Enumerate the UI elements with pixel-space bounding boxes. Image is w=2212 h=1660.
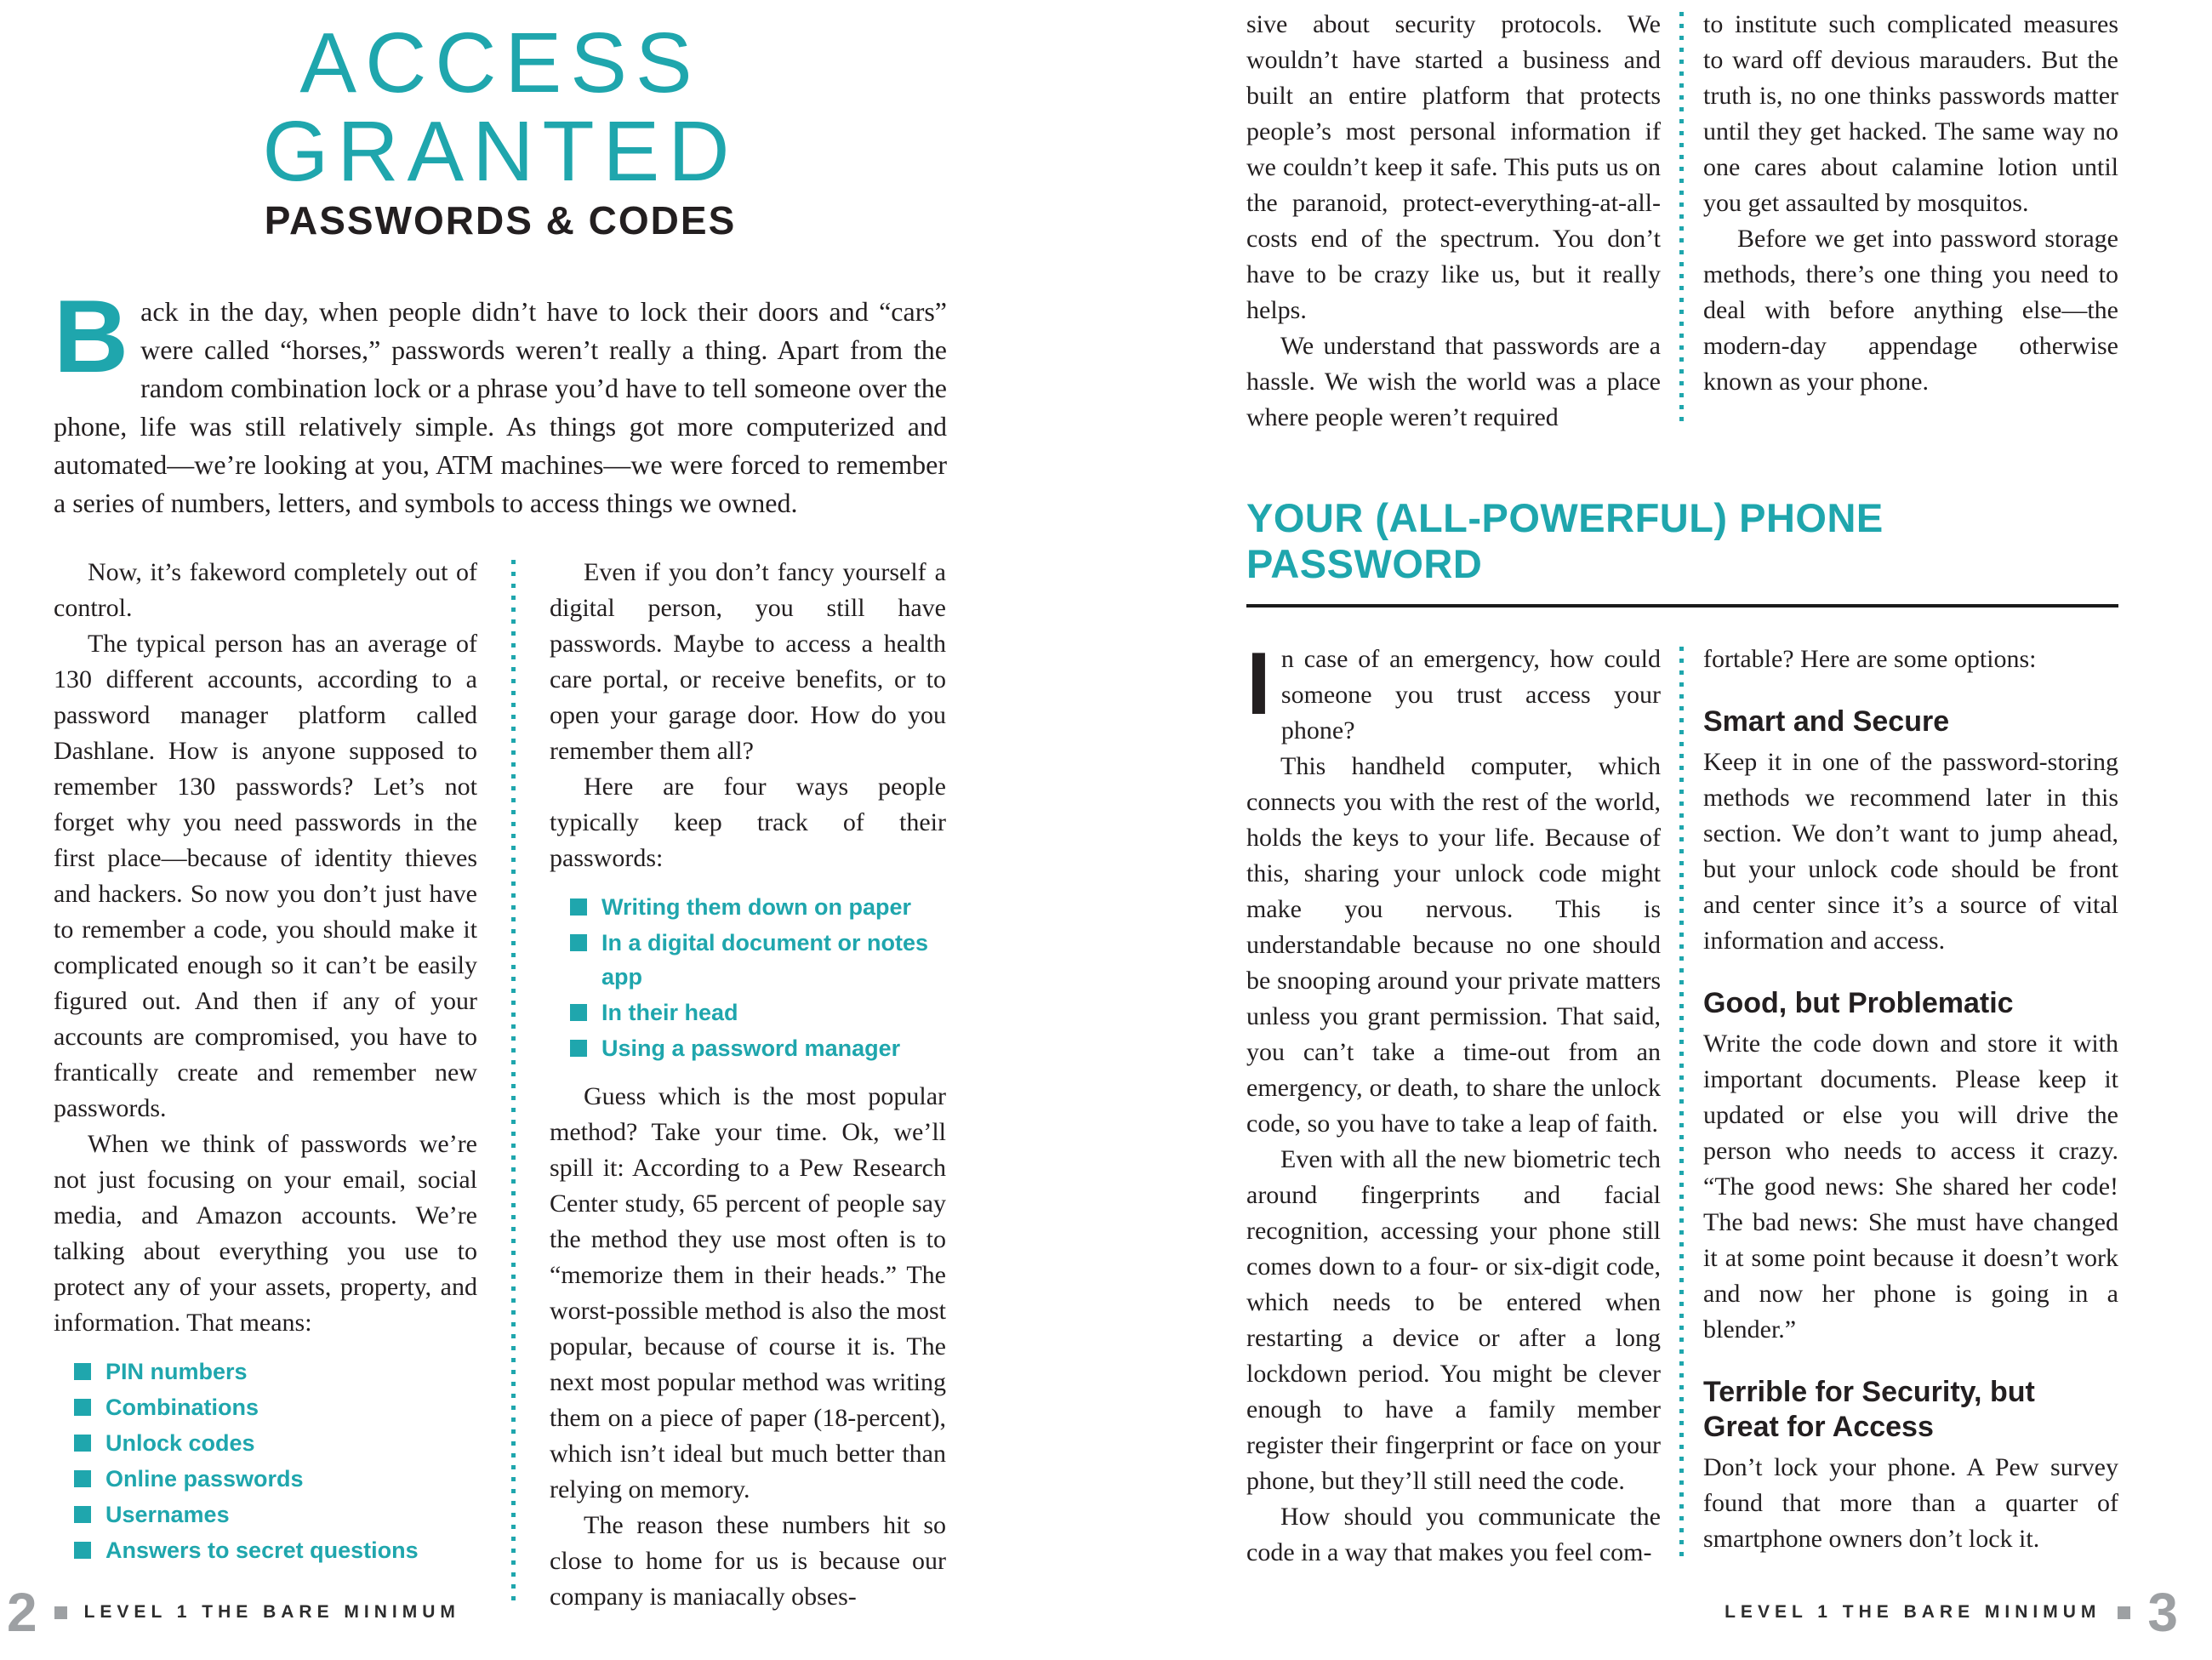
list-item-label: Usernames xyxy=(105,1502,230,1527)
list-item-label: Using a password manager xyxy=(601,1035,901,1061)
paragraph: The reason these numbers hit so close to home for us is because our company is maniacally obses- xyxy=(550,1511,946,1611)
bullet-square-icon xyxy=(74,1363,91,1380)
right-page xyxy=(1246,0,2118,1571)
list-item xyxy=(570,890,946,924)
right-page-top-columns xyxy=(1246,7,2118,436)
bullet-square-icon xyxy=(570,898,587,916)
right-page-bottom-column-2 xyxy=(1703,642,2118,1571)
bullet-square-icon xyxy=(74,1399,91,1416)
right-page-bottom-column-1 xyxy=(1246,635,1661,1571)
paragraph: to institute such complicated measures to ward off devious marauders. But the truth is, no one thinks passwords matter until they get hacked. The same way no one cares about calamine lotion until you get assaulted by mosquitos. xyxy=(1703,10,2118,217)
tracking-methods-list xyxy=(570,890,946,1065)
paragraph: Even with all the new biometric tech around fingerprints and facial recognition, accessing your phone still comes down to a four- or six-digit code, which needs to be entered when restarting a device or after a long lockdown period. You might be clever enough to have a family member register their fingerprint or face on your phone, but they’ll still need the code. xyxy=(1246,1145,1661,1495)
bullet-square-icon xyxy=(74,1506,91,1523)
footer-label: LEVEL 1 THE BARE MINIMUM xyxy=(83,1602,460,1622)
paragraph: Guess which is the most popular method? Take your time. Ok, we’ll spill it: According to a Pew Research Center study, 65 percent of people say the method they use most often is to “memorize them in their heads.” The worst-possible method is also the most popular, because of course it is. The next most popular method was writing them on a piece of paper (18-percent), which isn’t ideal but much better than relying on memory. xyxy=(550,1082,946,1503)
right-page-bottom-columns xyxy=(1246,635,2118,1571)
list-item xyxy=(74,1462,477,1496)
list-item-label: PIN numbers xyxy=(105,1359,248,1384)
list-item xyxy=(74,1390,477,1424)
left-page xyxy=(54,0,947,1615)
paragraph: Here are four ways people typically keep track of their passwords: xyxy=(550,773,946,872)
list-item-label: Unlock codes xyxy=(105,1430,255,1456)
list-item xyxy=(74,1355,477,1389)
section-heading: YOUR (ALL-POWERFUL) PHONE PASSWORD xyxy=(1246,495,1884,586)
intro-text: ack in the day, when people didn’t have to lock their doors and “cars” were called “horses,” passwords weren’t really a thing. Apart from the random combination lock or a phrase you’d have to tell someone over the phone, life was still relatively simple. As things got more computerized and automated—we’re looking at you, ATM machines—we were forced to remember a series of numbers, letters, and symbols to access things we owned. xyxy=(54,296,947,518)
footer-square-icon xyxy=(2118,1606,2130,1619)
list-item-label: In a digital document or notes app xyxy=(601,930,929,990)
paragraph: This handheld computer, which connects you with the rest of the world, holds the keys to your life. Because of this, sharing your unlock code might make you nervous. This is understandable because no one should be snooping around your private matters unless you grant permission. That said, you can’t take a time-out from an emergency, or death, to share the unlock code, so you have to take a leap of faith. xyxy=(1246,752,1661,1138)
footer-square-icon xyxy=(54,1606,67,1619)
paragraph: Now, it’s fakeword completely out of control. xyxy=(54,558,477,622)
list-item-label: In their head xyxy=(601,1000,738,1025)
right-page-footer xyxy=(1725,1582,2178,1643)
list-item-label: Answers to secret questions xyxy=(105,1537,419,1563)
right-page-top-column-2 xyxy=(1703,7,2118,436)
subsection-heading: Smart and Secure xyxy=(1703,705,1950,738)
list-item xyxy=(570,926,946,994)
password-types-list xyxy=(74,1355,477,1567)
list-item xyxy=(74,1497,477,1532)
subsection-heading: Good, but Problematic xyxy=(1703,987,2014,1019)
intro-paragraph xyxy=(54,278,947,522)
column-divider-dotted xyxy=(1679,12,1684,427)
bullet-square-icon xyxy=(74,1542,91,1559)
list-item-label: Writing them down on paper xyxy=(601,894,911,920)
column-divider-dotted xyxy=(1679,647,1684,1562)
list-item xyxy=(570,995,946,1030)
bullet-square-icon xyxy=(570,1040,587,1057)
paragraph xyxy=(1246,635,1661,749)
list-item xyxy=(74,1426,477,1460)
paragraph: When we think of passwords we’re not just focusing on your email, social media, and Amazon accounts. We’re talking about everything you use to protect any of your assets, property, and information. That means: xyxy=(54,1130,477,1337)
footer-label: LEVEL 1 THE BARE MINIMUM xyxy=(1725,1602,2101,1622)
page-number: 3 xyxy=(2147,1582,2178,1643)
page-number: 2 xyxy=(7,1582,37,1643)
drop-cap-i: I xyxy=(1246,635,1271,733)
paragraph-text: n case of an emergency, how could someone you trust access your phone? xyxy=(1280,645,1661,744)
paragraph: fortable? Here are some options: xyxy=(1703,645,2037,673)
bullet-square-icon xyxy=(74,1470,91,1487)
right-page-top-column-1 xyxy=(1246,7,1661,436)
paragraph: Don’t lock your phone. A Pew survey found that more than a quarter of smartphone owners don’t lock it. xyxy=(1703,1453,2118,1553)
paragraph: Even if you don’t fancy yourself a digital person, you still have passwords. Maybe to access a health care portal, or receive benefits, or to open your garage door. How do you remember them all? xyxy=(550,558,946,765)
column-divider-dotted xyxy=(511,560,516,1606)
chapter-title: ACCESS GRANTED xyxy=(262,15,738,199)
paragraph: sive about security protocols. We wouldn’t have started a business and built an entire platform that protects people’s most personal information if we couldn’t keep it safe. This puts us on the paranoid, protect-everything-at-all-costs end of the spectrum. You don’t have to be crazy like us, but it really helps. xyxy=(1246,10,1661,324)
list-item-label: Online passwords xyxy=(105,1466,304,1492)
paragraph: Keep it in one of the password-storing methods we recommend later in this section. We don’t want to jump ahead, but your unlock code should be front and center since it’s a source of vital information and access. xyxy=(1703,748,2118,955)
paragraph: How should you communicate the code in a way that makes you feel com- xyxy=(1246,1503,1661,1566)
list-item-label: Combinations xyxy=(105,1395,259,1420)
left-page-column-2 xyxy=(550,555,946,1615)
bullet-square-icon xyxy=(74,1435,91,1452)
left-page-footer xyxy=(7,1582,460,1643)
paragraph: The typical person has an average of 130 different accounts, according to a password manager platform called Dashlane. How is anyone supposed to remember 130 passwords? Let’s not forget why you need passwords in the first place—because of identity thieves and hackers. So now you don’t just have to remember a code, you should make it complicated enough so it can’t be easily figured out. And then if any of your accounts are compromised, you have to frantically create and remember new passwords. xyxy=(54,630,477,1122)
paragraph: Write the code down and store it with important documents. Please keep it updated or else you will drive the person who needs to access it crazy. “The good news: She shared her code! The bad news: She must have changed it at some point because it doesn’t work and now her phone is going in a blender.” xyxy=(1703,1030,2118,1343)
left-page-columns xyxy=(54,555,947,1615)
list-item xyxy=(74,1533,477,1567)
bullet-square-icon xyxy=(570,934,587,951)
list-item xyxy=(570,1031,946,1065)
left-page-column-1 xyxy=(54,555,477,1615)
subsection-heading: Terrible for Security, but Great for Access xyxy=(1703,1376,2035,1443)
paragraph: We understand that passwords are a hassle. We wish the world was a place where people weren’t required xyxy=(1246,332,1661,431)
paragraph: Before we get into password storage methods, there’s one thing you need to deal with before anything else—the modern-day appendage otherwise known as your phone. xyxy=(1703,225,2118,396)
drop-cap-b: B xyxy=(54,278,129,394)
section-rule xyxy=(1246,604,2118,608)
chapter-subtitle: PASSWORDS & CODES xyxy=(264,198,737,242)
bullet-square-icon xyxy=(570,1004,587,1021)
